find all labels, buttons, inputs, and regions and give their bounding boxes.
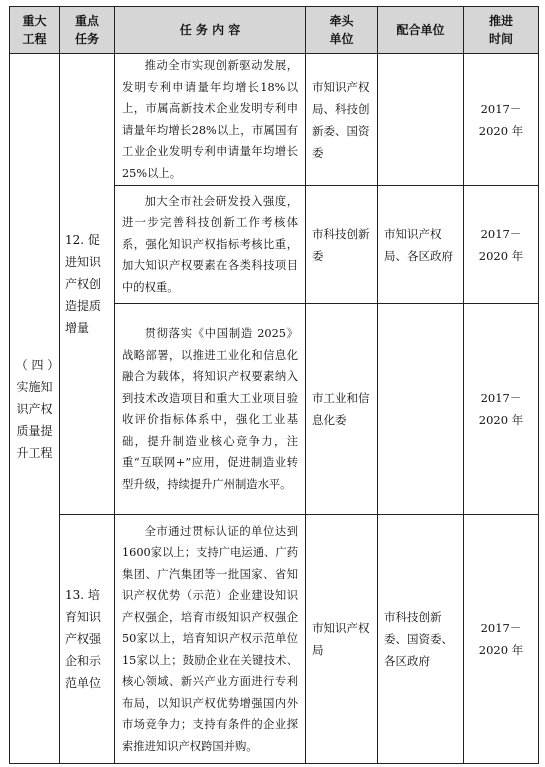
header-project: 重大 工程 bbox=[10, 7, 60, 54]
content-cell: 推动全市实现创新驱动发展，发明专利申请量年均增长18%以上，市属高新技术企业发明专利申请量年均增长28%以上，市属国有工业企业发明专利申请量年均增长25%以上。 bbox=[115, 54, 306, 186]
lead-unit-cell: 市科技创新委 bbox=[306, 186, 378, 304]
content-cell: 全市通过贯标认证的单位达到1600家以上；支持广电运通、广药集团、广汽集团等一批国家、省知识产权优势（示范）企业建设知识产权强企，培育市级知识产权强企50家以上，培育知识产权示范单位15家以上；鼓励企业在关键技术、核心领域、新兴产业方面进行专利布局，以知识产权优势增强国内外市场竞争力；支持有条件的企业探索推进知识产权跨国并购。 bbox=[115, 515, 306, 764]
coop-unit-cell bbox=[378, 54, 464, 186]
table-row bbox=[10, 515, 539, 764]
lead-unit-cell: 市工业和信息化委 bbox=[306, 304, 378, 515]
header-time: 推进 时间 bbox=[464, 7, 539, 54]
lead-unit-cell: 市知识产权局、科技创新委、国资委 bbox=[306, 54, 378, 186]
header-content: 任 务 内 容 bbox=[115, 7, 306, 54]
coop-unit-cell bbox=[378, 304, 464, 515]
time-cell: 2017－ 2020 年 bbox=[464, 186, 539, 304]
content-cell: 加大全市社会研发投入强度，进一步完善科技创新工作考核体系，强化知识产权指标考核比重，加大知识产权要素在各类科技项目中的权重。 bbox=[115, 186, 306, 304]
header-lead: 牵头 单位 bbox=[306, 7, 378, 54]
coop-unit-cell: 市科技创新委、国资委、各区政府 bbox=[378, 515, 464, 764]
task-13-cell: 13. 培育知识产权强企和示范单位 bbox=[60, 515, 115, 764]
task-12-cell: 12. 促进知识产权创造提质增量 bbox=[60, 54, 115, 515]
table-row bbox=[10, 54, 539, 186]
time-cell: 2017－ 2020 年 bbox=[464, 304, 539, 515]
header-task: 重点 任务 bbox=[60, 7, 115, 54]
work-plan-table bbox=[9, 6, 539, 764]
header-coop: 配合单位 bbox=[378, 7, 464, 54]
lead-unit-cell: 市知识产权局 bbox=[306, 515, 378, 764]
coop-unit-cell: 市知识产权局、各区政府 bbox=[378, 186, 464, 304]
time-cell: 2017－ 2020 年 bbox=[464, 515, 539, 764]
time-cell: 2017－ 2020 年 bbox=[464, 54, 539, 186]
project-cell: （ 四 ）实施知识产权质量提升工程 bbox=[10, 54, 60, 764]
header-row bbox=[10, 7, 539, 54]
content-cell: 贯彻落实《中国制造 2025》战略部署，以推进工业化和信息化融合为载体，将知识产权要素纳入到技术改造项目和重大工业项目验收评价指标体系中，强化工业基础，提升制造业核心竞争力，注重“互联网+”应用，促进制造业转型升级，持续提升广州制造水平。 bbox=[115, 304, 306, 515]
